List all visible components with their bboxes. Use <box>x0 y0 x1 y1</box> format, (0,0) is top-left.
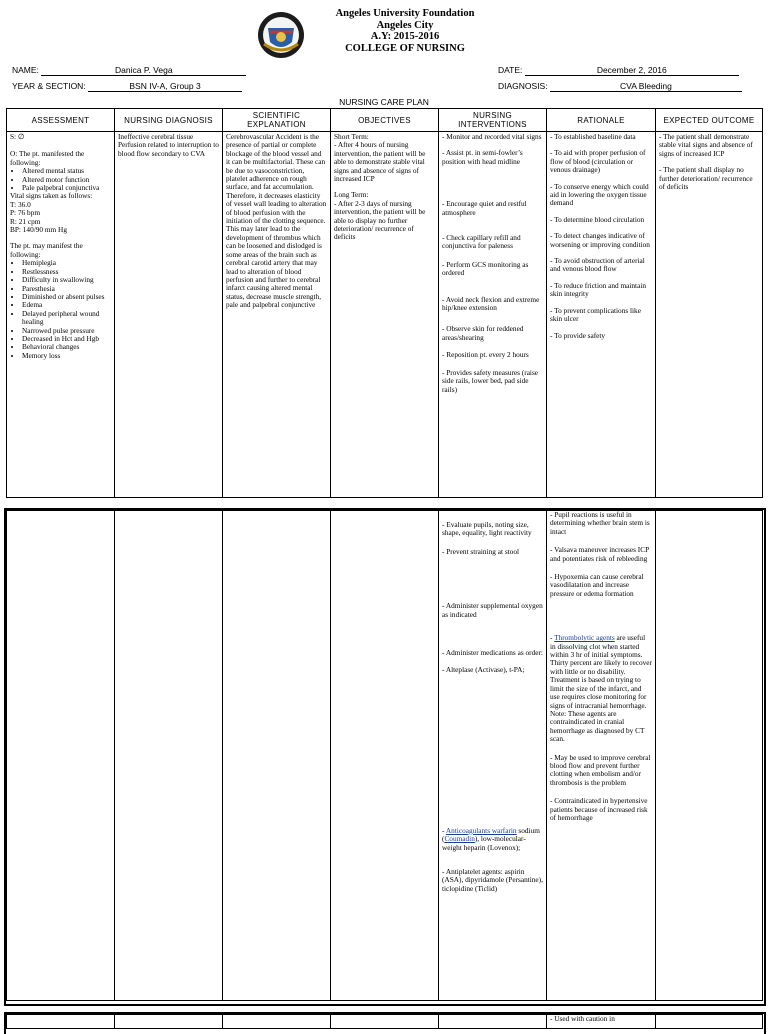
rationale-item: - Pupil reactions is useful in determining whether brain stem is intact <box>550 510 650 536</box>
intervention-item: - Antiplatelet agents: aspirin (ASA), dipyridamole (Persantine), ticlopidine (Ticlid) <box>442 867 543 893</box>
objectives-cell <box>331 132 439 498</box>
diagnosis-field <box>498 81 742 92</box>
interventions-cell <box>439 132 547 498</box>
expected-outcome-cell <box>656 1015 763 1029</box>
intervention-item: - Avoid neck flexion and extreme hip/knee extension <box>442 294 540 313</box>
anticoagulants-text-b: ), low-molecular-weight heparin (Lovenox); <box>442 834 526 852</box>
col-assessment: ASSESSMENT <box>7 109 115 132</box>
list-item: • Altered mental status <box>22 167 111 175</box>
rationale-item: - To avoid obstruction of arterial and venous blood flow <box>550 256 645 274</box>
intervention-item: - Check capillary refill and conjunctiva for paleness <box>442 233 521 251</box>
list-item: • Hemiplegia <box>22 259 111 267</box>
list-item: • Altered motor function <box>22 176 111 184</box>
list-item: • Difficulty in swallowing <box>22 276 111 284</box>
may-manifest-list <box>10 259 111 360</box>
thrombolytic-text: are useful in dissolving clot when started within 3 hr of initial symptoms. Thirty percent are likely to recover with little or no disability. Treatment is based on trying to limit the size of the infarct, and use requires close monitoring for signs of intracranial hemorrhage. Note: These agents are contraindicated in cranial hemorrhage as diagnosed by CT scan. <box>550 633 652 744</box>
rationale-item-thrombolytic: - Thrombolytic agents are useful in dissolving clot when started within 3 hr of initial symptoms. Thirty percent are likely to recover with little or no disability. Treatment is based on trying to limit the size of the infarct, and use requires close monitoring for signs of intracranial hemorrhage. Note: These agents are contraindicated in cranial hemorrhage as diagnosed by CT scan. <box>550 633 652 744</box>
anticoagulants-link[interactable]: Anticoagulants warfarin <box>445 825 517 835</box>
rationale-item: - To conserve energy which could aid in lowering the oxygen tissue demand <box>550 181 649 208</box>
objectives-cell <box>331 1015 439 1029</box>
intervention-item: - Alteplase (Activase), t-PA; <box>442 665 525 675</box>
rationale-item: - To prevent complications like skin ulcer <box>550 305 641 324</box>
section-label: YEAR & SECTION: <box>12 81 86 91</box>
care-plan-table-1 <box>6 108 763 498</box>
assessment-cell <box>7 511 115 1001</box>
nursing-diagnosis-cell <box>115 511 223 1001</box>
vitals-intro: Vital signs taken as follows: <box>10 191 93 201</box>
city: Angeles City <box>376 19 434 31</box>
long-term-objective: - After 2-3 days of nursing intervention, the patient will be able to display no further deterioration/ recurrence of deficits <box>334 198 426 242</box>
thrombolytic-agents-link[interactable]: Thrombolytic agents <box>554 633 615 643</box>
assessment-cell <box>7 132 115 498</box>
scientific-explanation-cell: Cerebrovascular Accident is the presence of partial or complete blockage of the blood vessel and it can be multifactorial. These can be due to vasoconstriction, platelet adherence on rough surface, and fat accumulation. Therefore, it decreases elasticity of vessel wall leading to alteration of blood perfusion with the initiation of the clotting sequence. This may later lead to the development of thrombus which can be loosened and dislodged is some areas of the brain such as cerebral carotid artery that may lead to alteration of blood perfusion and further to cerebral infarct causing altered mental status, decrease muscle strength, pale and palpebral conjunctive <box>223 132 331 498</box>
intervention-item: - Evaluate pupils, noting size, shape, equality, light reactivity <box>442 520 532 538</box>
anticoagulants-text-a: sodium ( <box>442 825 540 844</box>
rationale-item: - To aid with proper perfusion of flow of blood (circulation or venous drainage) <box>550 148 646 175</box>
column-header-row <box>7 109 763 132</box>
list-item: • Restlessness <box>22 268 111 276</box>
intervention-item-anticoagulants: - Anticoagulants warfarin sodium (Coumadin), low-molecular-weight heparin (Lovenox); <box>442 825 540 852</box>
scientific-explanation-cell <box>223 1015 331 1029</box>
diagnosis-value: CVA Bleeding <box>550 81 742 92</box>
document-title: NURSING CARE PLAN <box>339 97 429 107</box>
list-item: • Decreased in Hct and Hgb <box>22 335 111 343</box>
rationale-cell <box>547 132 656 498</box>
intervention-item: - Reposition pt. every 2 hours <box>442 350 529 360</box>
rationale-item: - Valsava maneuver increases ICP and potentiates risk of rebleeding <box>550 545 649 563</box>
intervention-item: - Provides safety measures (raise side rails, lower bed, pad side rails) <box>442 367 539 394</box>
rationale-cell <box>547 511 656 1001</box>
intervention-item: - Prevent straining at stool <box>442 546 520 556</box>
long-term-label: Long Term: <box>334 190 369 200</box>
list-item: • Paresthesia <box>22 285 111 293</box>
care-plan-row-1 <box>7 132 763 498</box>
nursing-diagnosis-cell <box>115 1015 223 1029</box>
outcome-item: - The patient shall demonstrate stable vital signs and absence of signs of increased ICP <box>659 132 753 158</box>
list-item: • Pale palpebral conjunctiva <box>22 184 111 192</box>
care-plan-row-3 <box>7 1015 763 1029</box>
intervention-item: - Monitor and recorded vital signs <box>442 132 542 141</box>
interventions-cell <box>439 511 547 1001</box>
col-scientific-explanation: SCIENTIFIC EXPLANATION <box>223 109 331 132</box>
intervention-item: - Administer supplemental oxygen as indicated <box>442 601 543 619</box>
list-item: • Delayed peripheral wound healing <box>22 310 111 327</box>
scientific-explanation-cell <box>223 511 331 1001</box>
list-item: • Memory loss <box>22 352 111 360</box>
rationale-item: - To detect changes indicative of worsening or improving condition <box>550 231 650 249</box>
rationale-item: - Contraindicated in hypertensive patients because of increased risk of hemorrhage <box>550 796 648 822</box>
list-item: • Edema <box>22 301 111 309</box>
rationale-item: - Hypoxemia can cause cerebral vasodilatation and increase pressure or edema formation <box>550 572 644 598</box>
university-seal-logo <box>256 10 306 60</box>
objectives-cell <box>331 511 439 1001</box>
name-field <box>12 65 246 76</box>
section-value: BSN IV-A, Group 3 <box>88 81 242 92</box>
care-plan-table-2 <box>6 510 763 1001</box>
list-item: • Diminished or absent pulses <box>22 293 111 301</box>
rationale-item: - May be used to improve cerebral blood flow and prevent further clotting when embolism and/or thrombosis is the problem <box>550 752 651 787</box>
section-field <box>12 81 242 92</box>
rationale-item: - To established baseline data <box>550 132 636 141</box>
academic-year: A.Y: 2015-2016 <box>370 31 440 42</box>
name-label: NAME: <box>12 65 39 75</box>
university-name: Angeles University Foundation <box>335 8 475 19</box>
interventions-cell <box>439 1015 547 1029</box>
list-item: • Narrowed pulse pressure <box>22 327 111 335</box>
vital-temp: T: 36.0 <box>10 199 31 209</box>
outcome-item: - The patient shall display no further deterioration/ recurrence of deficits <box>659 165 753 192</box>
col-rationale: RATIONALE <box>547 109 656 132</box>
assessment-cell <box>7 1015 115 1029</box>
intervention-item: - Assist pt. in semi-fowler’s position with head midline <box>442 148 523 166</box>
rationale-item: - To reduce friction and maintain skin integrity <box>550 280 647 299</box>
document-header <box>0 4 768 60</box>
date-label: DATE: <box>498 65 523 75</box>
col-nursing-interventions: NURSING INTERVENTIONS <box>439 109 547 132</box>
objective-list <box>10 167 111 192</box>
subjective-data: S: ∅ <box>10 132 25 141</box>
may-manifest-intro: The pt. may manifest the following: <box>10 241 83 259</box>
date-field <box>498 65 739 76</box>
name-value: Danica P. Vega <box>41 65 246 76</box>
rationale-cell: - Used with caution in <box>547 1015 656 1029</box>
vital-pulse: P: 76 bpm <box>10 208 41 218</box>
institution-heading <box>300 8 510 54</box>
short-term-label: Short Term: <box>334 132 369 141</box>
care-plan-row-2 <box>7 511 763 1001</box>
list-item: • Behavioral changes <box>22 343 111 351</box>
care-plan-table-3 <box>6 1014 763 1029</box>
col-nursing-diagnosis: NURSING DIAGNOSIS <box>115 109 223 132</box>
coumadin-link[interactable]: Coumadin <box>444 834 475 844</box>
vital-resp: R: 21 cpm <box>10 216 41 226</box>
nursing-diagnosis-cell: Ineffective cerebral tissue Perfusion related to interruption to blood flow secondary to CVA <box>115 132 223 498</box>
col-expected-outcome: EXPECTED OUTCOME <box>656 109 763 132</box>
intervention-item: - Observe skin for reddened areas/shearing <box>442 324 524 342</box>
short-term-objective: - After 4 hours of nursing intervention, the patient will be able to demonstrate stable vital signs and absence of signs of increased ICP <box>334 140 426 184</box>
expected-outcome-cell <box>656 132 763 498</box>
intervention-item: - Encourage quiet and restful atmosphere <box>442 199 527 217</box>
objective-intro: O: The pt. manifested the following: <box>10 149 85 167</box>
intervention-item: - Administer medications as order: <box>442 648 543 658</box>
rationale-item: - To determine blood circulation <box>550 214 645 224</box>
college-name: COLLEGE OF NURSING <box>345 42 465 54</box>
intervention-item: - Perform GCS monitoring as ordered <box>442 259 529 278</box>
vital-bp: BP: 140/90 mm Hg <box>10 225 67 235</box>
diagnosis-label: DIAGNOSIS: <box>498 81 548 91</box>
col-objectives: OBJECTIVES <box>331 109 439 132</box>
rationale-item: - To provide safety <box>550 330 606 340</box>
expected-outcome-cell <box>656 511 763 1001</box>
date-value: December 2, 2016 <box>525 65 739 76</box>
